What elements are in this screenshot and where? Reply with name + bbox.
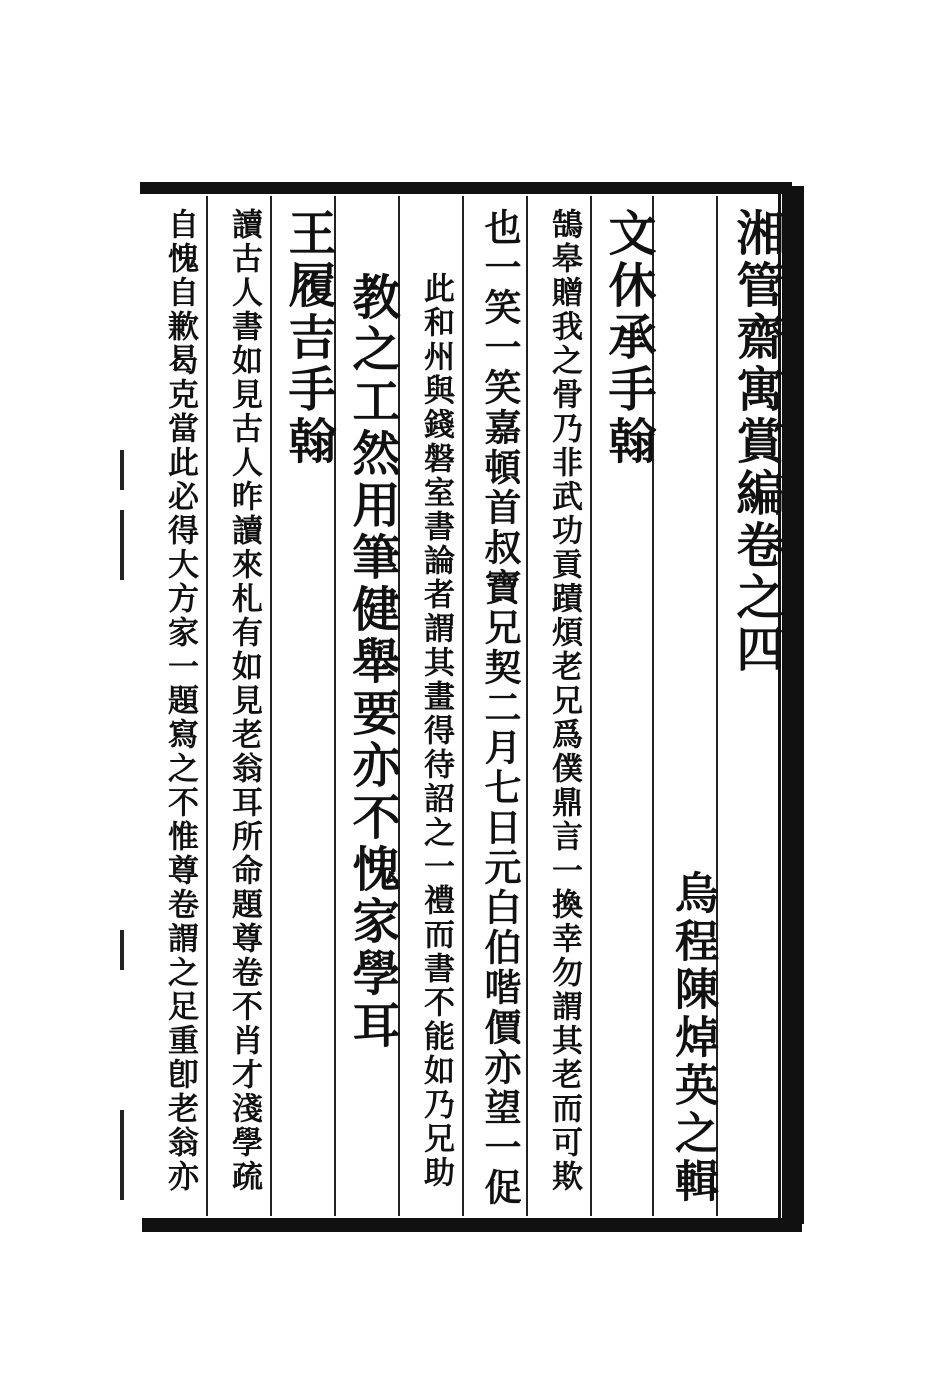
compiler-line: 烏程陳焯英之輯 (667, 870, 718, 1206)
book-title: 湘管齋寓賞編卷之四 (728, 208, 784, 676)
text-column-2: 鵠皋贈我之骨乃非武功貢蹟煩老兄爲僕鼎言一換幸勿謂其老而可欺 (546, 208, 582, 1194)
text-column-7: 讀古人書如見古人昨讀來札有如見老翁耳所命題尊卷不肖才淺學疏 (226, 208, 262, 1194)
text-column-4: 此和州與錢磐室書論者謂其畫得待詔之一禮而書不能如乃兄助 (418, 272, 454, 1190)
frame-bottom-rule (142, 1218, 802, 1232)
stray-ink-marks (120, 450, 126, 1210)
text-column-3: 也一笑一笑嘉頓首叔寶兄契二月七日元白伯喈價亦望一促 (478, 208, 522, 1208)
text-column-6: 王履吉手翰 (280, 208, 336, 468)
text-column-8: 自愧自歉曷克當此必得大方家一題寫之不惟尊卷謂之足重卽老翁亦 (162, 208, 198, 1194)
frame-top-rule (140, 182, 792, 194)
text-column-1: 文休承手翰 (600, 208, 656, 468)
text-column-5: 教之工然用筆健舉要亦不愧家學耳 (344, 272, 400, 1052)
